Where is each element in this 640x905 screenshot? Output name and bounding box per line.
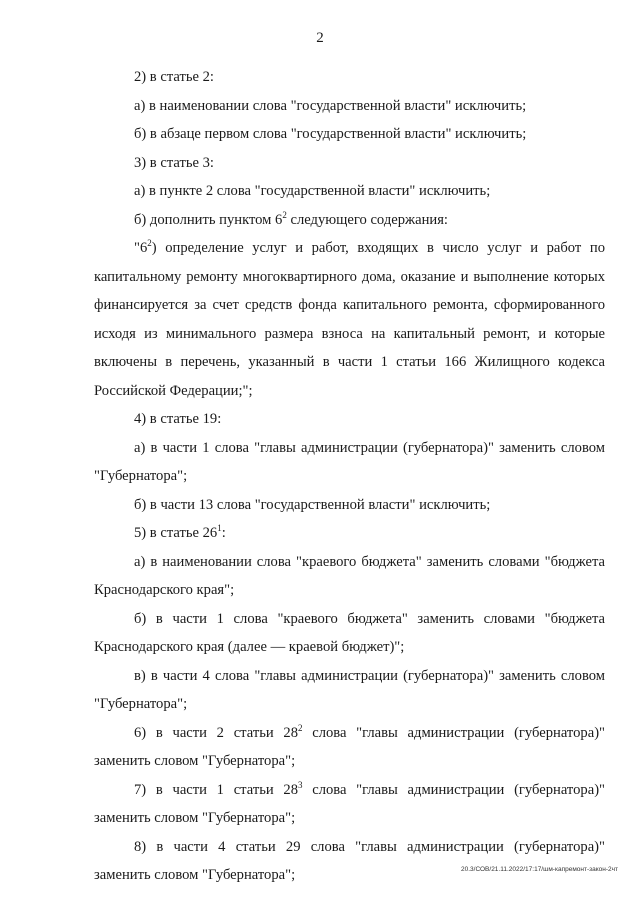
paragraph-point-6-2 bbox=[94, 234, 605, 405]
paragraph-statya-26-1 bbox=[94, 519, 605, 548]
paragraph-statya-19: 4) в статье 19: bbox=[134, 411, 222, 427]
paragraph-19b: б) в части 13 слова "государственной власти" исключить; bbox=[134, 496, 491, 513]
paragraph-item-8: 8) в части 4 статьи 29 слова "главы администрации (губернатора)" заменить словом "Губернатора"; bbox=[94, 838, 605, 883]
paragraph-26b: б) в части 1 слова "краевого бюджета" заменить словами "бюджета Краснодарского края (далее — краевой бюджет)"; bbox=[94, 610, 605, 655]
paragraph-item-6-text-end: слова "главы администрации (губернатора)" заменить словом "Губернатора"; bbox=[94, 724, 606, 769]
paragraph-point-6-2-text: "6 bbox=[134, 240, 148, 256]
paragraph-statya-26-1-text: 5) в статье 26 bbox=[134, 525, 218, 541]
paragraph-item-6-text: 6) в части 2 статьи 28 bbox=[134, 724, 298, 741]
paragraph-item-6-superscript: 2 bbox=[298, 722, 303, 733]
paragraph-3b-superscript: 2 bbox=[282, 209, 287, 220]
paragraph-26a: а) в наименовании слова "краевого бюджета" заменить словами "бюджета Краснодарского края"; bbox=[94, 553, 605, 598]
document-body bbox=[94, 63, 605, 890]
footer-document-code: 20.3/СОВ/21.11.2022/17:17/шм-капремонт-закон-2чт bbox=[460, 866, 618, 873]
paragraph-19a: а) в части 1 слова "главы администрации (губернатора)" заменить словом "Губернатора"; bbox=[94, 439, 605, 484]
paragraph-statya-2: 2) в статье 2: bbox=[134, 69, 214, 85]
paragraph-3b-text: б) дополнить пунктом 6 bbox=[134, 211, 283, 228]
paragraph-2b: б) в абзаце первом слова "государственной власти" исключить; bbox=[134, 126, 527, 142]
paragraph-statya-3: 3) в статье 3: bbox=[134, 154, 214, 171]
paragraph-26v: в) в части 4 слова "главы администрации (губернатора)" заменить словом "Губернатора"; bbox=[94, 667, 605, 712]
paragraph-2a: а) в наименовании слова "государственной власти" исключить; bbox=[134, 97, 527, 114]
paragraph-item-7-superscript: 3 bbox=[298, 779, 303, 790]
page-number: 2 bbox=[316, 30, 324, 46]
paragraph-item-6 bbox=[94, 719, 605, 776]
paragraph-3b-text-end: следующего содержания: bbox=[286, 211, 448, 228]
paragraph-3a: а) в пункте 2 слова "государственной власти" исключить; bbox=[134, 183, 491, 199]
paragraph-item-7-text: 7) в части 1 статьи 28 bbox=[134, 781, 298, 798]
paragraph-statya-26-1-text-end: : bbox=[221, 525, 226, 541]
paragraph-statya-26-1-superscript: 1 bbox=[217, 523, 222, 534]
paragraph-3b bbox=[94, 206, 605, 235]
paragraph-item-7 bbox=[94, 776, 605, 833]
paragraph-item-7-text-end: слова "главы администрации (губернатора)" заменить словом "Губернатора"; bbox=[94, 781, 606, 826]
paragraph-point-6-2-text-end: ) определение услуг и работ, входящих в число услуг и работ по капитальному ремонту многоквартирного дома, оказание и выполнение которых финансируется за счет средств фонда капитального ремонта, сформированного исходя из минимального размера взноса на капитальный ремонт, и которые включены в перечень, указанный в части 1 статьи 166 Жилищного кодекса Российской Федерации;"; bbox=[94, 240, 605, 399]
paragraph-point-6-2-superscript: 2 bbox=[147, 238, 152, 249]
